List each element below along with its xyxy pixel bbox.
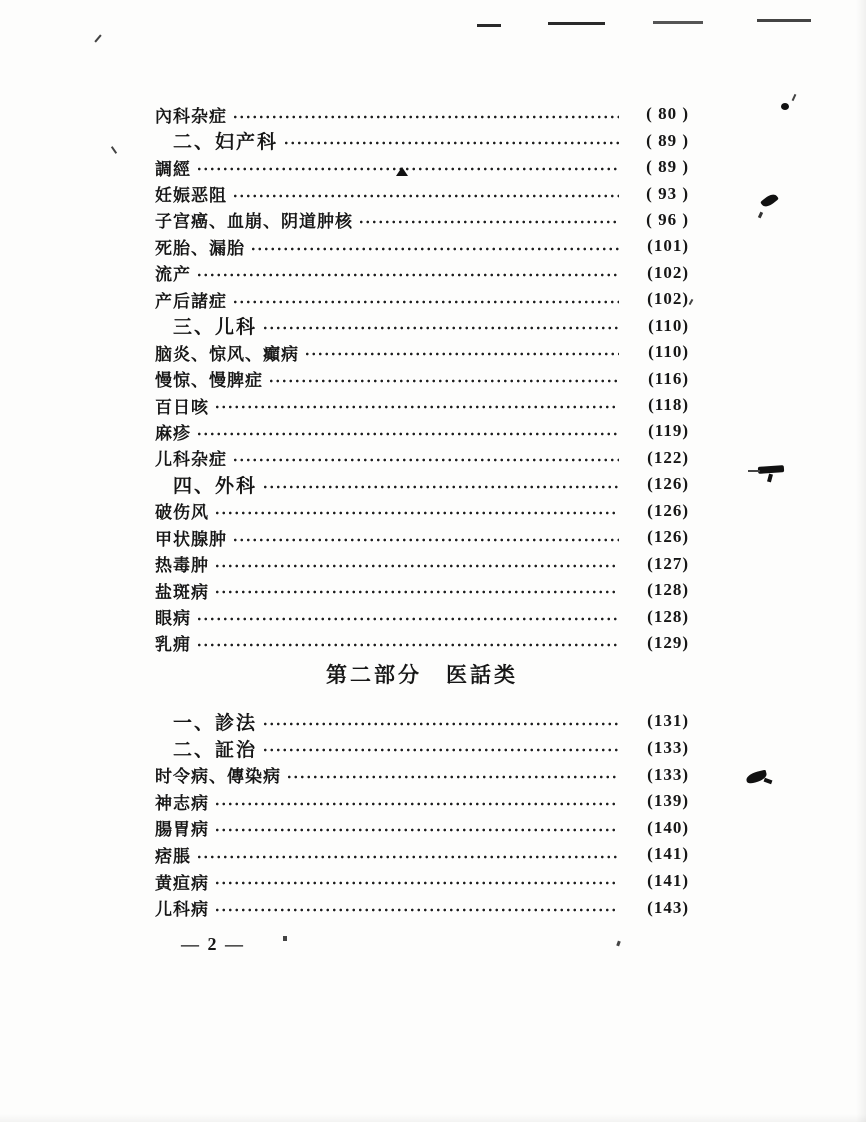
dot-leader [262,735,619,762]
toc-entry-row [155,286,689,312]
toc-entry-row [155,815,689,842]
toc-entry-label: 儿科杂症 [155,450,227,470]
toc-entry-page-number: (102) [647,289,689,309]
toc-entry-row [155,630,689,656]
dot-leader [232,101,619,127]
toc-entry-page-number: (126) [647,500,689,520]
dot-leader [214,577,619,603]
toc-entry-page-number: ( 89 ) [646,157,689,177]
dot-leader [262,708,619,735]
dot-leader [286,761,619,788]
toc-entry-label: 产后諸症 [155,291,227,311]
toc-entry-page-number: (128) [647,580,689,600]
dot-leader [250,233,619,259]
toc-entry-label: 热毒肿 [155,556,209,576]
toc-entry-page-number: (133) [647,738,689,758]
dot-leader [214,788,619,815]
toc-entry-label: 流产 [155,265,191,285]
scan-dash-mark [653,21,703,24]
toc-entry-row [155,260,689,286]
toc-entry-row [155,313,689,339]
toc-entry-label: 死胎、漏胎 [155,238,245,258]
ink-speck [764,778,773,784]
toc-entry-page-number: (143) [647,897,689,917]
toc-entry-label: 儿科病 [155,900,209,920]
toc-entry-label: 二、証治 [173,739,258,761]
dot-leader [358,207,619,233]
toc-entry-row [155,101,689,127]
toc-entry-page-number: ( 80 ) [646,104,689,124]
toc-entry-row [155,365,689,391]
toc-entry-page-number: (110) [648,342,689,362]
ink-speck [283,936,287,941]
triangle-ink-mark [396,167,408,176]
toc-entry-page-number: (126) [647,474,689,494]
toc-part2-list [155,708,689,921]
toc-entry-label: 乳痈 [155,635,191,655]
toc-entry-row [155,445,689,471]
toc-entry-page-number: (126) [647,527,689,547]
dot-leader [196,630,619,656]
toc-entry-page-number: (116) [648,368,689,388]
toc-entry-label: 調經 [155,159,191,179]
toc-entry-page-number: ( 96 ) [646,209,689,229]
toc-entry-label: 慢惊、慢脾症 [155,371,263,391]
toc-entry-page-number: (139) [647,791,689,811]
page-number-footer: — 2 — [181,933,245,954]
toc-entry-label: 破伤风 [155,503,209,523]
toc-entry-label: 痞脹 [155,846,191,866]
ink-speck [767,474,773,483]
toc-entry-row [155,894,689,921]
toc-entry-label: 腸胃病 [155,820,209,840]
toc-entry-label: 盐斑病 [155,582,209,602]
toc-entry-row [155,577,689,603]
toc-entry-page-number: (128) [647,606,689,626]
dot-leader [262,471,619,497]
ink-speck [792,94,797,101]
toc-entry-label: 內科杂症 [155,106,227,126]
scan-dash-mark [757,19,811,22]
toc-entry-row [155,233,689,259]
toc-entry-row [155,841,689,868]
toc-entry-row [155,788,689,815]
dot-leader [214,550,619,576]
toc-entry-label: 时令病、傳染病 [155,767,281,787]
dot-leader [214,392,619,418]
ink-speck [758,212,763,219]
toc-entry-label: 神志病 [155,793,209,813]
dot-leader [214,894,619,921]
toc-entry-page-number: (122) [647,447,689,467]
dot-leader [232,524,619,550]
toc-entry-page-number: (133) [647,764,689,784]
dot-leader [262,313,619,339]
toc-entry-label: 百日咳 [155,397,209,417]
toc-entry-row [155,550,689,576]
toc-text-block [155,101,689,955]
dot-leader [214,498,619,524]
toc-entry-label: 一、診法 [173,712,258,734]
dot-leader [268,365,619,391]
scan-edge-shading [0,1114,866,1122]
scan-dash-mark [548,22,605,25]
dot-leader [232,286,619,312]
toc-entry-row [155,868,689,895]
toc-entry-page-number: ( 93 ) [646,183,689,203]
toc-entry-page-number: (127) [647,553,689,573]
toc-entry-row [155,180,689,206]
dot-leader [214,868,619,895]
ink-smudge [760,192,779,210]
toc-entry-row [155,761,689,788]
ink-speck [689,299,694,305]
toc-entry-page-number: (141) [647,844,689,864]
dot-leader [196,841,619,868]
toc-entry-page-number: (131) [647,711,689,731]
ink-smudge [758,465,784,474]
toc-entry-page-number: (101) [647,236,689,256]
ink-speck [748,470,760,472]
dot-leader [232,180,619,206]
toc-entry-page-number: ( 89 ) [646,130,689,150]
dot-leader [304,339,619,365]
toc-entry-label: 麻疹 [155,423,191,443]
dot-leader [232,445,619,471]
toc-entry-label: 三、儿科 [173,317,258,339]
toc-entry-row [155,154,689,180]
toc-entry-row [155,524,689,550]
part2-heading: 第二部分 医話类 [326,663,518,688]
toc-entry-page-number: (110) [648,315,689,335]
toc-entry-label: 甲状腺肿 [155,529,227,549]
toc-entry-row [155,708,689,735]
toc-part1-list [155,101,689,656]
toc-entry-row [155,127,689,153]
dot-leader [196,603,619,629]
toc-entry-row [155,207,689,233]
dot-leader [283,127,619,153]
toc-entry-row [155,735,689,762]
toc-entry-page-number: (118) [648,395,689,415]
toc-entry-label: 脑炎、惊风、癲病 [155,344,299,364]
toc-entry-label: 子宫癌、血崩、阴道肿核 [155,212,353,232]
toc-entry-page-number: (102) [647,262,689,282]
ink-speck [94,34,101,42]
dot-leader [214,815,619,842]
dot-leader [196,418,619,444]
toc-entry-label: 四、外科 [173,475,258,497]
ink-speck [111,146,117,154]
toc-entry-row [155,603,689,629]
toc-entry-page-number: (141) [647,871,689,891]
toc-entry-row [155,498,689,524]
toc-entry-label: 妊娠恶阻 [155,186,227,206]
toc-entry-page-number: (140) [647,817,689,837]
toc-entry-page-number: (119) [648,421,689,441]
toc-entry-row [155,392,689,418]
toc-entry-page-number: (129) [647,632,689,652]
toc-entry-label: 黄疸病 [155,873,209,893]
toc-entry-label: 二、妇产科 [173,132,279,154]
scan-edge-shading [856,0,866,1122]
toc-entry-row [155,339,689,365]
toc-entry-label: 眼病 [155,609,191,629]
dot-leader [196,260,619,286]
scan-dash-mark [477,24,501,27]
toc-entry-row [155,418,689,444]
ink-dot [781,103,789,110]
toc-entry-row [155,471,689,497]
